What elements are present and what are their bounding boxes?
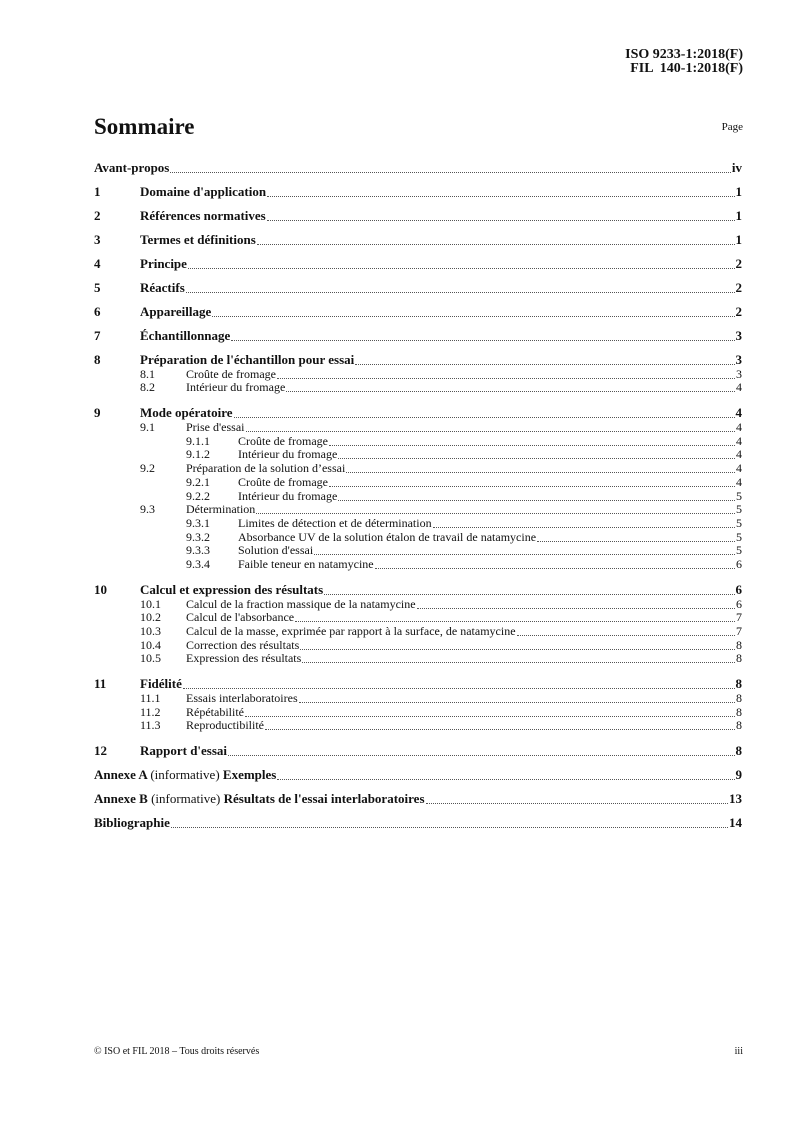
dot-leader bbox=[188, 268, 735, 269]
toc-entry-title-part: Calcul et expression des résultats bbox=[140, 581, 324, 597]
toc-entry[interactable] bbox=[94, 733, 742, 759]
toc-entry-title-part: Échantillonnage bbox=[140, 328, 231, 343]
toc-entry[interactable] bbox=[94, 558, 742, 572]
toc-entry-title-part: Calcul de la masse, exprimée par rapport à la surface, de natamycine bbox=[186, 624, 516, 638]
toc-entry-title bbox=[186, 380, 285, 395]
toc-entry-page: iv bbox=[731, 160, 742, 175]
dot-leader bbox=[286, 391, 735, 392]
toc-entry-number: 9.2 bbox=[140, 461, 155, 476]
iso-reference: ISO 9233-1:2018(F) bbox=[625, 47, 743, 62]
dot-leader bbox=[246, 431, 736, 432]
toc-entry-title-part: Intérieur du fromage bbox=[238, 488, 338, 503]
toc-entry-title-part: Croûte de fromage bbox=[238, 474, 328, 489]
toc-entry[interactable] bbox=[94, 152, 742, 176]
toc-entry-page: 8 bbox=[736, 704, 742, 719]
toc-entry-page: 14 bbox=[729, 815, 742, 831]
toc-entry-title-part: Mode opératoire bbox=[140, 405, 233, 421]
toc-entry-title-part: Termes et définitions bbox=[140, 232, 256, 247]
toc-entry-title-part: Bibliographie bbox=[94, 815, 170, 831]
toc-entry[interactable] bbox=[94, 382, 742, 396]
toc-entry-number: 3 bbox=[94, 232, 101, 247]
toc-entry[interactable] bbox=[94, 176, 742, 200]
toc-entry-title bbox=[186, 718, 264, 733]
toc-entry-page: 4 bbox=[736, 461, 742, 476]
toc-entry-title bbox=[94, 791, 425, 807]
toc-entry-page: 4 bbox=[736, 474, 742, 489]
dot-leader bbox=[324, 594, 734, 595]
toc-entry-page: 1 bbox=[735, 208, 742, 223]
toc-entry-title-part: (informative) bbox=[151, 791, 224, 807]
toc-entry-number: 1 bbox=[94, 184, 101, 199]
toc-entry-title-part: Intérieur du fromage bbox=[186, 380, 286, 395]
toc-entry-number: 9.1.1 bbox=[186, 433, 210, 448]
toc-entry-page: 4 bbox=[735, 405, 742, 421]
toc-entry-title-part: Résultats de l'essai interlaboratoires bbox=[223, 791, 425, 807]
toc-entry-number: 4 bbox=[94, 256, 101, 271]
toc-entry-number: 9.3.3 bbox=[186, 543, 210, 558]
toc-entry-title-part: Calcul de l'absorbance bbox=[186, 610, 295, 625]
toc-entry-number: 11.2 bbox=[140, 704, 161, 719]
toc-entry[interactable] bbox=[94, 759, 742, 783]
toc-entry-page: 13 bbox=[729, 791, 742, 807]
toc-entry-number: 7 bbox=[94, 328, 101, 343]
dot-leader bbox=[517, 635, 735, 636]
toc-entry-title bbox=[140, 328, 230, 344]
toc-entry[interactable] bbox=[94, 666, 742, 692]
toc-entry-title-part: Expression des résultats bbox=[186, 651, 302, 666]
toc-entry-number: 5 bbox=[94, 280, 101, 295]
page-title: Sommaire bbox=[94, 114, 195, 139]
toc-entry-title-part: Répétabilité bbox=[186, 704, 244, 719]
toc-entry-page: 5 bbox=[736, 515, 742, 530]
toc-entry-title-part: (informative) bbox=[150, 767, 223, 783]
toc-entry-page: 8 bbox=[735, 676, 742, 692]
toc-entry[interactable] bbox=[94, 200, 742, 224]
dot-leader bbox=[257, 244, 735, 245]
toc-entry[interactable] bbox=[94, 395, 742, 421]
toc-entry-title-part: Croûte de fromage bbox=[238, 433, 328, 448]
dot-leader bbox=[329, 445, 735, 446]
toc-entry-page: 8 bbox=[736, 637, 742, 652]
toc-entry-page: 2 bbox=[735, 304, 742, 319]
toc-entry-number: 9.3.4 bbox=[186, 556, 210, 571]
toc-entry-number: 8.2 bbox=[140, 380, 155, 395]
toc-entry-title bbox=[140, 743, 227, 759]
toc-entry-title-part: Essais interlaboratoires bbox=[186, 691, 298, 706]
dot-leader bbox=[245, 716, 735, 717]
toc-entry-number: 2 bbox=[94, 208, 101, 223]
dot-leader bbox=[183, 688, 735, 689]
toc-entry-title-part: Domaine d'application bbox=[140, 184, 267, 199]
dot-leader bbox=[267, 196, 734, 197]
toc-entry-number: 11.1 bbox=[140, 691, 161, 706]
toc-entry-page: 4 bbox=[736, 380, 742, 395]
dot-leader bbox=[338, 458, 735, 459]
dot-leader bbox=[426, 803, 728, 804]
toc-entry-page: 5 bbox=[736, 502, 742, 517]
toc-entry-title-part: Croûte de fromage bbox=[186, 366, 276, 381]
toc-entry-page: 8 bbox=[736, 718, 742, 733]
toc-entry-page: 8 bbox=[736, 651, 742, 666]
toc-entry-title-part: Annexe B bbox=[94, 791, 152, 807]
toc-entry-number: 9.1.2 bbox=[186, 447, 210, 462]
toc-entry-number: 10 bbox=[94, 581, 107, 597]
dot-leader bbox=[212, 316, 734, 317]
page-footer bbox=[94, 1046, 743, 1057]
toc-entry-page: 4 bbox=[736, 447, 742, 462]
dot-leader bbox=[277, 378, 735, 379]
toc-entry-page: 6 bbox=[735, 581, 742, 597]
dot-leader bbox=[355, 364, 734, 365]
toc-entry-number: 9.1 bbox=[140, 420, 155, 435]
toc-entry-number: 10.2 bbox=[140, 610, 161, 625]
toc-entry-title-part: Appareillage bbox=[140, 304, 212, 319]
toc-entry-title-part: Références normatives bbox=[140, 208, 266, 223]
toc-entry-number: 10.3 bbox=[140, 624, 161, 638]
toc-entry-title bbox=[140, 352, 354, 368]
dot-leader bbox=[314, 554, 735, 555]
toc-entry[interactable] bbox=[94, 344, 742, 368]
toc-entry-title-part: Principe bbox=[140, 256, 187, 271]
toc-entry-title-part: Fidélité bbox=[140, 676, 182, 692]
toc-entry-title-part: Calcul de la fraction massique de la natamycine bbox=[186, 596, 416, 611]
toc-entry-page: 5 bbox=[736, 488, 742, 503]
document-reference bbox=[625, 48, 743, 76]
toc-entry-number: 10.5 bbox=[140, 651, 161, 666]
toc-entry-title-part: Annexe A bbox=[94, 767, 151, 783]
toc-entry-title-part: Préparation de la solution d’essai bbox=[186, 461, 346, 476]
toc-entry-title bbox=[140, 184, 266, 200]
toc-entry-title bbox=[140, 405, 233, 421]
toc-entry-title bbox=[140, 208, 266, 224]
toc-entry-title bbox=[186, 651, 301, 666]
toc-entry[interactable] bbox=[94, 272, 742, 296]
dot-leader bbox=[433, 527, 735, 528]
dot-leader bbox=[267, 220, 735, 221]
dot-leader bbox=[295, 621, 735, 622]
toc-entry-title bbox=[140, 232, 256, 248]
dot-leader bbox=[265, 729, 735, 730]
table-of-contents bbox=[94, 152, 742, 831]
toc-entry-title bbox=[94, 160, 169, 176]
toc-entry-page: 6 bbox=[736, 556, 742, 571]
toc-entry-title-part: Rapport d'essai bbox=[140, 743, 228, 759]
toc-entry-page: 8 bbox=[736, 691, 742, 706]
toc-entry-page: 9 bbox=[735, 767, 742, 783]
toc-entry-number: 11.3 bbox=[140, 718, 161, 733]
toc-entry[interactable] bbox=[94, 248, 742, 272]
toc-entry-title-part: Correction des résultats bbox=[186, 637, 300, 652]
toc-entry-title-part: Prise d'essai bbox=[186, 420, 245, 435]
toc-entry-page: 3 bbox=[736, 366, 742, 381]
toc-entry-number: 8 bbox=[94, 352, 101, 367]
toc-entry-page: 2 bbox=[735, 280, 742, 295]
page-number: iii bbox=[734, 1046, 743, 1057]
toc-entry-number: 10.4 bbox=[140, 637, 161, 652]
toc-entry-page: 4 bbox=[736, 420, 742, 435]
toc-entry-number: 10.1 bbox=[140, 596, 161, 611]
toc-entry-page: 4 bbox=[736, 433, 742, 448]
toc-entry-page: 2 bbox=[735, 256, 742, 271]
toc-entry-number: 6 bbox=[94, 304, 101, 319]
fil-reference: FIL 140-1:2018(F) bbox=[630, 61, 743, 76]
toc-entry[interactable] bbox=[94, 720, 742, 734]
toc-entry-page: 3 bbox=[735, 352, 742, 367]
toc-entry-title-part: Limites de détection et de détermination bbox=[238, 515, 432, 530]
dot-leader bbox=[300, 649, 735, 650]
toc-entry-title-part: Exemples bbox=[222, 767, 277, 783]
toc-entry-number: 9.2.1 bbox=[186, 474, 210, 489]
toc-entry[interactable] bbox=[94, 572, 742, 598]
dot-leader bbox=[299, 702, 735, 703]
toc-entry-page: 8 bbox=[735, 743, 742, 759]
toc-entry-title-part: Réactifs bbox=[140, 280, 185, 295]
toc-entry-title-part: Faible teneur en natamycine bbox=[238, 556, 374, 571]
dot-leader bbox=[171, 827, 728, 828]
toc-entry-title-part: Préparation de l'échantillon pour essai bbox=[140, 352, 355, 367]
dot-leader bbox=[231, 340, 734, 341]
toc-entry-title bbox=[140, 582, 323, 598]
toc-entry[interactable] bbox=[94, 653, 742, 667]
toc-entry-title bbox=[238, 557, 374, 572]
dot-leader bbox=[234, 417, 735, 418]
toc-entry-number: 9.3.1 bbox=[186, 515, 210, 530]
toc-entry-number: 9.3 bbox=[140, 502, 155, 517]
toc-entry-number: 9.2.2 bbox=[186, 488, 210, 503]
dot-leader bbox=[302, 662, 735, 663]
toc-entry-title bbox=[140, 304, 211, 320]
toc-entry-page: 5 bbox=[736, 529, 742, 544]
toc-entry-page: 5 bbox=[736, 543, 742, 558]
toc-entry-number: 8.1 bbox=[140, 366, 155, 381]
dot-leader bbox=[346, 472, 735, 473]
toc-entry-page: 1 bbox=[735, 184, 742, 199]
dot-leader bbox=[417, 608, 735, 609]
toc-entry-title bbox=[140, 676, 182, 692]
dot-leader bbox=[256, 513, 735, 514]
page-column-label: Page bbox=[721, 121, 743, 133]
toc-entry-title bbox=[140, 280, 185, 296]
toc-entry-title-part: Solution d'essai bbox=[238, 543, 314, 558]
dot-leader bbox=[170, 172, 731, 173]
toc-entry-page: 7 bbox=[736, 610, 742, 625]
dot-leader bbox=[277, 779, 734, 780]
toc-entry-title-part: Intérieur du fromage bbox=[238, 447, 338, 462]
dot-leader bbox=[329, 486, 735, 487]
dot-leader bbox=[338, 500, 735, 501]
toc-entry[interactable] bbox=[94, 296, 742, 320]
toc-entry-page: 1 bbox=[735, 232, 742, 247]
dot-leader bbox=[537, 541, 735, 542]
toc-entry-number: 9.3.2 bbox=[186, 529, 210, 544]
toc-entry[interactable] bbox=[94, 320, 742, 344]
dot-leader bbox=[186, 292, 735, 293]
toc-entry-page: 7 bbox=[736, 624, 742, 638]
toc-entry-title bbox=[94, 767, 276, 783]
toc-entry[interactable] bbox=[94, 807, 742, 831]
toc-entry-number: 12 bbox=[94, 743, 107, 759]
toc-entry-title bbox=[140, 256, 187, 272]
toc-entry-number: 11 bbox=[94, 676, 107, 692]
toc-entry-page: 6 bbox=[736, 596, 742, 611]
dot-leader bbox=[228, 755, 734, 756]
dot-leader bbox=[375, 568, 735, 569]
toc-entry-title-part: Détermination bbox=[186, 502, 256, 517]
toc-entry-title bbox=[94, 815, 170, 831]
toc-entry-title-part: Absorbance UV de la solution étalon de travail de natamycine bbox=[238, 529, 537, 544]
toc-entry-title-part: Reproductibilité bbox=[186, 718, 264, 733]
toc-entry-title-part: Avant-propos bbox=[94, 160, 170, 175]
toc-entry[interactable] bbox=[94, 224, 742, 248]
toc-entry-page: 3 bbox=[735, 328, 742, 343]
copyright-notice: © ISO et FIL 2018 – Tous droits réservés bbox=[94, 1046, 260, 1057]
toc-entry[interactable] bbox=[94, 783, 742, 807]
toc-entry-number: 9 bbox=[94, 405, 101, 421]
